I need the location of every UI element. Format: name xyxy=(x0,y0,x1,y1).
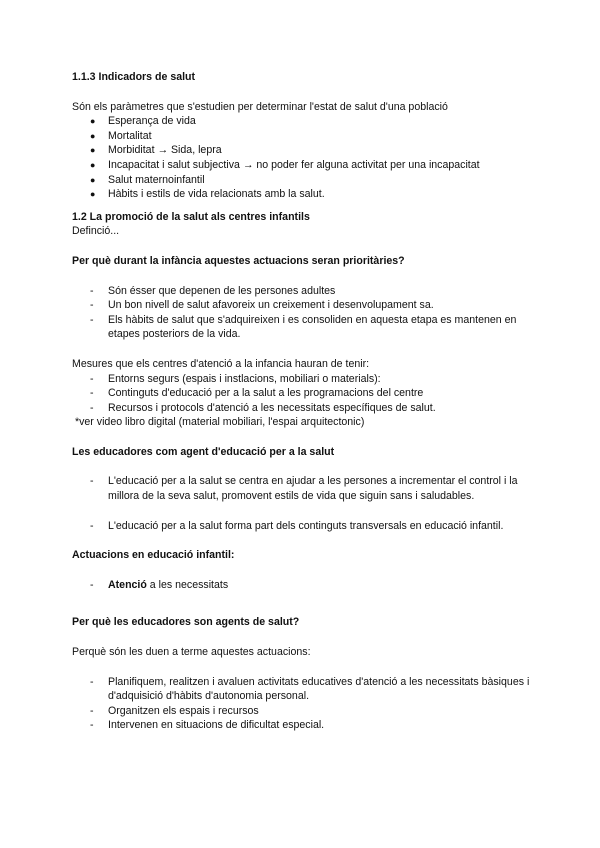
dash-list-agents xyxy=(72,675,542,733)
dash-icon: - xyxy=(90,372,94,385)
dash-icon: - xyxy=(90,299,94,312)
list-item: - Planifiquem, realitzen i avaluen activitats educatives d'atenció a les necessitats bàsiques i d'adquisició d'hàbits d'autonomia personal. xyxy=(90,675,530,703)
heading-indicadors: 1.1.3 Indicadors de salut xyxy=(72,71,196,83)
list-item: - Són ésser que depenen de les persones adultes xyxy=(90,284,336,297)
bullet-list-indicadors xyxy=(72,114,542,202)
list-item: - L'educació per a la salut se centra en ajudar a les persones a incrementar el control i la millora de la seva salut, promovent estils de vida que siguin sans i saludables. xyxy=(90,475,518,503)
dash-icon: - xyxy=(90,401,94,414)
list-item: - Atenció a les necessitats xyxy=(90,578,229,591)
paragraph-agents-intro: Perquè són les duen a terme aquestes actuacions: xyxy=(72,646,311,659)
heading-agents-salut: Per què les educadores son agents de salut? xyxy=(72,616,300,629)
list-item: - Els hàbits de salut que s'adquireixen i es consoliden en aquesta etapa es mantenen en etapes posteriors de la vida. xyxy=(90,313,517,341)
note-video: *ver video libro digital (material mobiliari, l'espai arquitectonic) xyxy=(75,416,365,429)
dash-icon: - xyxy=(90,704,94,717)
list-item: ● Morbiditat → Sida, lepra xyxy=(90,144,222,157)
heading-infancia-prioritaries: Per què durant la infància aquestes actuacions seran prioritàries? xyxy=(72,254,405,267)
bold-term-atencio: Atenció xyxy=(108,578,147,591)
paragraph-indicadors-intro: Són els paràmetres que s'estudien per determinar l'estat de salut d'una població xyxy=(72,100,448,113)
list-item: - Entorns segurs (espais i instlacions, mobiliari o materials): xyxy=(90,372,381,385)
paragraph-definicio: Definció... xyxy=(72,225,120,238)
list-item: ● Mortalitat xyxy=(90,129,152,142)
list-item: ● Esperança de vida xyxy=(90,115,196,128)
dash-icon: - xyxy=(90,519,94,532)
list-item: - Intervenen en situacions de dificultat especial. xyxy=(90,719,325,732)
bullet-icon: ● xyxy=(90,130,96,141)
dash-icon: - xyxy=(90,578,94,591)
list-item: ● Hàbits i estils de vida relacionats amb la salut. xyxy=(90,188,325,201)
bullet-icon: ● xyxy=(90,145,96,156)
dash-icon: - xyxy=(90,313,94,326)
list-item: - L'educació per a la salut forma part dels continguts transversals en educació infantil. xyxy=(90,519,504,532)
list-item: - Organitzen els espais i recursos xyxy=(90,704,259,717)
bullet-icon: ● xyxy=(90,189,96,200)
list-item: ● Salut maternoinfantil xyxy=(90,173,205,186)
document-page xyxy=(72,70,542,733)
dash-icon: - xyxy=(90,284,94,297)
paragraph-mesures-intro: Mesures que els centres d'atenció a la infancia hauran de tenir: xyxy=(72,357,370,370)
dash-list-educadores xyxy=(72,474,542,533)
dash-list-infancia xyxy=(72,284,542,342)
dash-icon: - xyxy=(90,387,94,400)
list-item: ● Incapacitat i salut subjectiva → no poder fer alguna activitat per una incapacitat xyxy=(90,158,480,171)
bullet-icon: ● xyxy=(90,116,96,127)
list-item: - Un bon nivell de salut afavoreix un creixement i desenvolupament sa. xyxy=(90,299,434,312)
dash-icon: - xyxy=(90,475,94,488)
dash-icon: - xyxy=(90,675,94,688)
heading-educadores-agent: Les educadores com agent d'educació per a la salut xyxy=(72,445,335,458)
heading-promocio: 1.2 La promoció de la salut als centres infantils xyxy=(72,210,310,223)
bullet-icon: ● xyxy=(90,159,96,170)
heading-actuacions: Actuacions en educació infantil: xyxy=(72,549,235,562)
dash-icon: - xyxy=(90,719,94,732)
list-item: - Recursos i protocols d'atenció a les necessitats específiques de salut. xyxy=(90,401,436,414)
list-item: - Continguts d'educació per a la salut a les programacions del centre xyxy=(90,387,424,400)
bullet-icon: ● xyxy=(90,174,96,185)
dash-list-mesures xyxy=(72,372,542,416)
